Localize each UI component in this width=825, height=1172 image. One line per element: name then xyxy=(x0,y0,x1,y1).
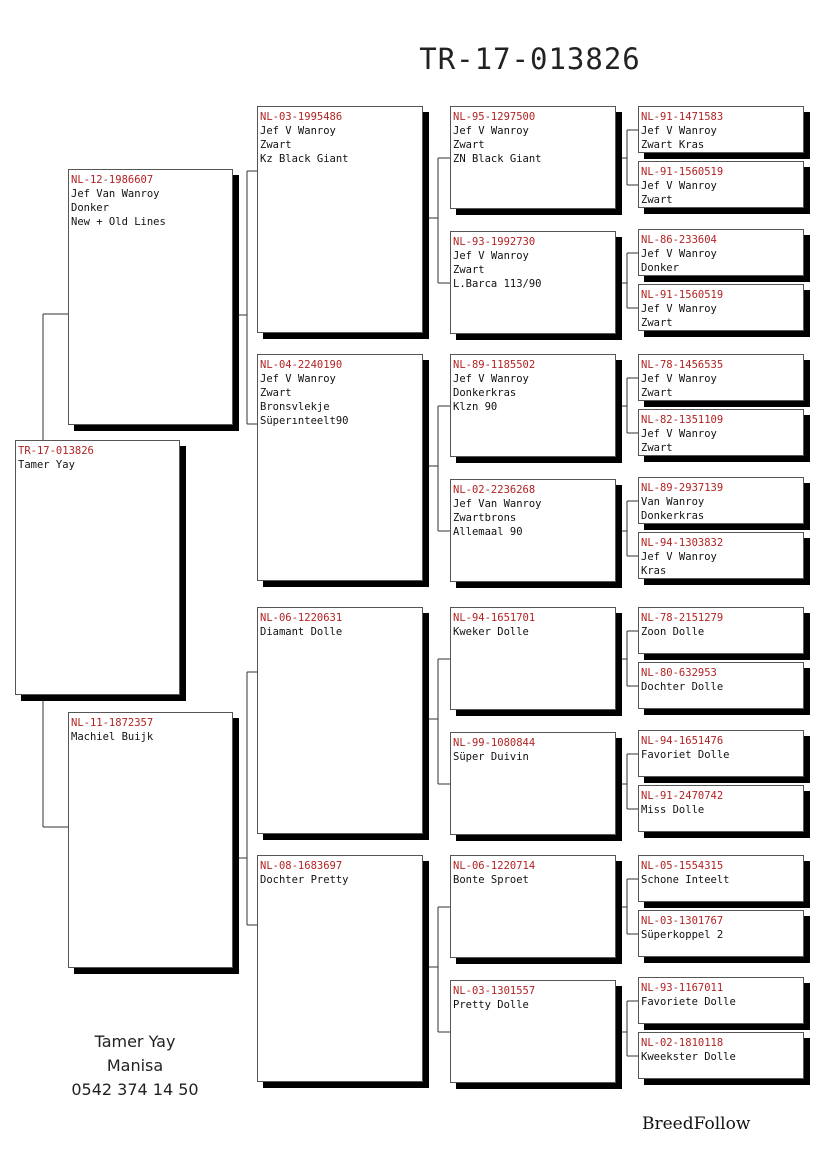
pigeon-card[interactable] xyxy=(638,477,804,524)
pigeon-info-line: Dochter Dolle xyxy=(641,681,724,693)
ring-number: NL-93-1167011 xyxy=(641,982,724,994)
pigeon-info-line: Zwart xyxy=(453,264,485,276)
pigeon-info-line: Jef V Wanroy xyxy=(641,180,717,192)
ring-number: NL-12-1986607 xyxy=(71,174,154,186)
ring-number: NL-89-2937139 xyxy=(641,482,724,494)
pigeon-info-line: Zwart xyxy=(641,387,673,399)
pigeon-card[interactable] xyxy=(257,106,423,333)
pigeon-card[interactable] xyxy=(638,409,804,456)
pigeon-info-line: Zwart xyxy=(260,387,292,399)
pigeon-info-line: Favoriete Dolle xyxy=(641,996,736,1008)
ring-number: NL-03-1301767 xyxy=(641,915,724,927)
pigeon-card[interactable] xyxy=(257,354,423,581)
pigeon-info-line: Kras xyxy=(641,565,667,577)
pigeon-info-line: Donkerkras xyxy=(641,510,705,522)
ring-number: NL-82-1351109 xyxy=(641,414,724,426)
pigeon-info-line: Jef V Wanroy xyxy=(641,303,717,315)
pigeon-info-line: Donker xyxy=(71,202,109,214)
ring-number: NL-99-1080844 xyxy=(453,737,536,749)
pigeon-card[interactable] xyxy=(638,662,804,709)
pigeon-info-line: Kz Black Giant xyxy=(260,153,349,165)
pigeon-info-line: Jef Van Wanroy xyxy=(71,188,160,200)
pigeon-info-line: Jef V Wanroy xyxy=(453,250,529,262)
pigeon-card[interactable] xyxy=(257,855,423,1082)
pigeon-card[interactable] xyxy=(68,169,233,425)
pigeon-info-line: Zwart Kras xyxy=(641,139,705,151)
pigeon-info-line: ZN Black Giant xyxy=(453,153,542,165)
ring-number: TR-17-013826 xyxy=(18,445,94,457)
pigeon-info-line: Zwart xyxy=(641,317,673,329)
pigeon-card[interactable] xyxy=(638,910,804,957)
pigeon-info-line: Süperkoppel 2 xyxy=(641,929,724,941)
pigeon-info-line: Pretty Dolle xyxy=(453,999,529,1011)
pigeon-card[interactable] xyxy=(450,980,616,1083)
pigeon-info-line: Jef V Wanroy xyxy=(453,373,529,385)
pigeon-info-line: Schone Inteelt xyxy=(641,874,730,886)
pigeon-info-line: Kweker Dolle xyxy=(453,626,529,638)
ring-number: NL-94-1651701 xyxy=(453,612,536,624)
pigeon-card[interactable] xyxy=(450,607,616,710)
pigeon-info-line: Machiel Buijk xyxy=(71,731,154,743)
ring-number: NL-91-1560519 xyxy=(641,289,724,301)
ring-number: NL-06-1220714 xyxy=(453,860,536,872)
ring-number: NL-78-2151279 xyxy=(641,612,724,624)
ring-number: NL-91-1471583 xyxy=(641,111,724,123)
ring-number: NL-05-1554315 xyxy=(641,860,724,872)
pigeon-card[interactable] xyxy=(638,607,804,654)
pigeon-info-line: Donker xyxy=(641,262,679,274)
pigeon-card[interactable] xyxy=(68,712,233,968)
pigeon-card[interactable] xyxy=(450,855,616,958)
ring-number: NL-80-632953 xyxy=(641,667,717,679)
ring-number: NL-08-1683697 xyxy=(260,860,343,872)
pigeon-info-line: Donkerkras xyxy=(453,387,517,399)
pigeon-info-line: Tamer Yay xyxy=(18,459,75,471)
pigeon-card[interactable] xyxy=(638,354,804,401)
ring-number: NL-03-1995486 xyxy=(260,111,343,123)
pigeon-card[interactable] xyxy=(638,532,804,579)
ring-number: NL-91-1560519 xyxy=(641,166,724,178)
pigeon-card[interactable] xyxy=(257,607,423,834)
ring-number: NL-03-1301557 xyxy=(453,985,536,997)
pigeon-card[interactable] xyxy=(638,730,804,777)
pigeon-info-line: Diamant Dolle xyxy=(260,626,343,638)
pigeon-info-line: Bronsvlekje xyxy=(260,401,330,413)
ring-number: NL-11-1872357 xyxy=(71,717,154,729)
pigeon-info-line: Jef V Wanroy xyxy=(260,125,336,137)
pigeon-info-line: Jef V Wanroy xyxy=(453,125,529,137)
ring-number: NL-89-1185502 xyxy=(453,359,536,371)
pigeon-info-line: Van Wanroy xyxy=(641,496,705,508)
brand-footer: BreedFollow xyxy=(642,1114,751,1134)
owner-info xyxy=(60,1030,210,1102)
pigeon-card[interactable] xyxy=(638,161,804,208)
pigeon-info-line: Miss Dolle xyxy=(641,804,705,816)
pigeon-card[interactable] xyxy=(450,354,616,457)
ring-number: NL-02-1810118 xyxy=(641,1037,724,1049)
pigeon-info-line: Jef V Wanroy xyxy=(641,125,717,137)
pigeon-card[interactable] xyxy=(450,106,616,209)
owner-phone: 0542 374 14 50 xyxy=(71,1080,199,1099)
pigeon-card[interactable] xyxy=(450,732,616,835)
pigeon-info-line: Süperınteelt90 xyxy=(260,415,349,427)
ring-number: NL-95-1297500 xyxy=(453,111,536,123)
ring-number: NL-91-2470742 xyxy=(641,790,724,802)
pigeon-info-line: Jef V Wanroy xyxy=(641,428,717,440)
pigeon-card[interactable] xyxy=(450,231,616,334)
ring-number: NL-93-1992730 xyxy=(453,236,536,248)
pigeon-card[interactable] xyxy=(638,785,804,832)
pigeon-info-line: Jef V Wanroy xyxy=(641,551,717,563)
pigeon-card[interactable] xyxy=(638,977,804,1024)
ring-number: NL-94-1651476 xyxy=(641,735,724,747)
pigeon-card[interactable] xyxy=(638,284,804,331)
pigeon-info-line: Zwartbrons xyxy=(453,512,517,524)
pigeon-info-line: Zwart xyxy=(453,139,485,151)
pigeon-info-line: Jef V Wanroy xyxy=(641,373,717,385)
owner-city: Manisa xyxy=(106,1056,164,1075)
pigeon-info-line: Favoriet Dolle xyxy=(641,749,730,761)
pigeon-info-line: L.Barca 113/90 xyxy=(453,278,542,290)
pigeon-info-line: Jef V Wanroy xyxy=(641,248,717,260)
pigeon-info-line: Zwart xyxy=(260,139,292,151)
pigeon-info-line: Bonte Sproet xyxy=(453,874,529,886)
pigeon-info-line: Zwart xyxy=(641,442,673,454)
owner-name: Tamer Yay xyxy=(94,1032,176,1051)
pigeon-card[interactable] xyxy=(638,1032,804,1079)
pigeon-info-line: Kweekster Dolle xyxy=(641,1051,736,1063)
pedigree-title: TR-17-013826 xyxy=(419,42,641,76)
pigeon-info-line: Jef Van Wanroy xyxy=(453,498,542,510)
pigeon-info-line: Jef V Wanroy xyxy=(260,373,336,385)
ring-number: NL-06-1220631 xyxy=(260,612,343,624)
pigeon-info-line: Dochter Pretty xyxy=(260,874,349,886)
ring-number: NL-02-2236268 xyxy=(453,484,536,496)
pigeon-info-line: New + Old Lines xyxy=(71,216,166,228)
pigeon-card[interactable] xyxy=(450,479,616,582)
ring-number: NL-04-2240190 xyxy=(260,359,343,371)
pigeon-card[interactable] xyxy=(638,855,804,902)
pigeon-card[interactable] xyxy=(15,440,180,695)
ring-number: NL-78-1456535 xyxy=(641,359,724,371)
pigeon-info-line: Allemaal 90 xyxy=(453,526,523,538)
pigeon-card[interactable] xyxy=(638,229,804,276)
ring-number: NL-86-233604 xyxy=(641,234,717,246)
ring-number: NL-94-1303832 xyxy=(641,537,724,549)
pigeon-card[interactable] xyxy=(638,106,804,153)
pigeon-info-line: Zoon Dolle xyxy=(641,626,705,638)
pigeon-info-line: Süper Duivin xyxy=(453,751,529,763)
pigeon-info-line: Zwart xyxy=(641,194,673,206)
pigeon-info-line: Klzn 90 xyxy=(453,401,498,413)
